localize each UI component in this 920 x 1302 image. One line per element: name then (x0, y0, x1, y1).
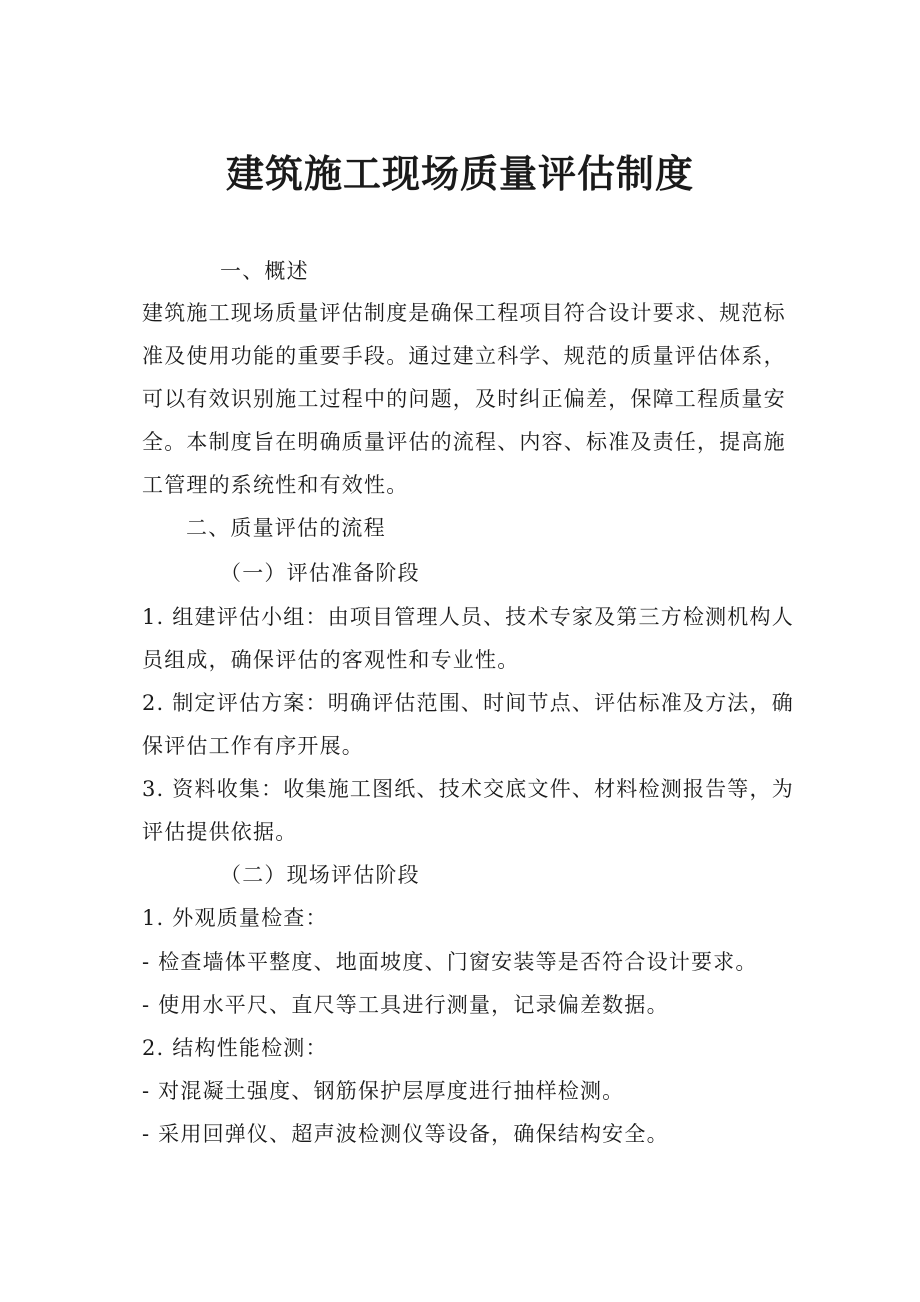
list-item-line: 2. 结构性能检测： (142, 1036, 328, 1060)
list-item-line: 保评估工作有序开展。 (142, 734, 364, 758)
list-item-line: - 采用回弹仪、超声波检测仪等设备，确保结构安全。 (142, 1122, 669, 1146)
section-heading-overview: 一、概述 (220, 259, 309, 283)
paragraph-line: 准及使用功能的重要手段。通过建立科学、规范的质量评估体系， (142, 344, 786, 368)
paragraph-line: 工管理的系统性和有效性。 (142, 473, 409, 497)
list-item-line: - 检查墙体平整度、地面坡度、门窗安装等是否符合设计要求。 (142, 950, 758, 974)
list-item-line: 员组成，确保评估的客观性和专业性。 (142, 648, 520, 672)
section-heading-process: 二、质量评估的流程 (186, 516, 386, 540)
list-item-line: 评估提供依据。 (142, 820, 298, 844)
paragraph-line: 可以有效识别施工过程中的问题，及时纠正偏差，保障工程质量安 (142, 387, 786, 411)
list-item-line: 3. 资料收集：收集施工图纸、技术交底文件、材料检测报告等，为 (142, 777, 794, 801)
list-item-line: 1. 组建评估小组：由项目管理人员、技术专家及第三方检测机构人 (142, 605, 794, 629)
list-item-line: 1. 外观质量检查： (142, 906, 328, 930)
list-item-line: - 对混凝土强度、钢筋保护层厚度进行抽样检测。 (142, 1079, 625, 1103)
paragraph-line: 全。本制度旨在明确质量评估的流程、内容、标准及责任，提高施 (142, 430, 786, 454)
paragraph-line: 建筑施工现场质量评估制度是确保工程项目符合设计要求、规范标 (142, 301, 786, 325)
subsection-heading-preparation: （一）评估准备阶段 (220, 561, 420, 585)
document-title: 建筑施工现场质量评估制度 (225, 152, 694, 196)
subsection-heading-onsite: （二）现场评估阶段 (220, 863, 420, 887)
list-item-line: 2. 制定评估方案：明确评估范围、时间节点、评估标准及方法，确 (142, 691, 794, 715)
list-item-line: - 使用水平尺、直尺等工具进行测量，记录偏差数据。 (142, 993, 669, 1017)
